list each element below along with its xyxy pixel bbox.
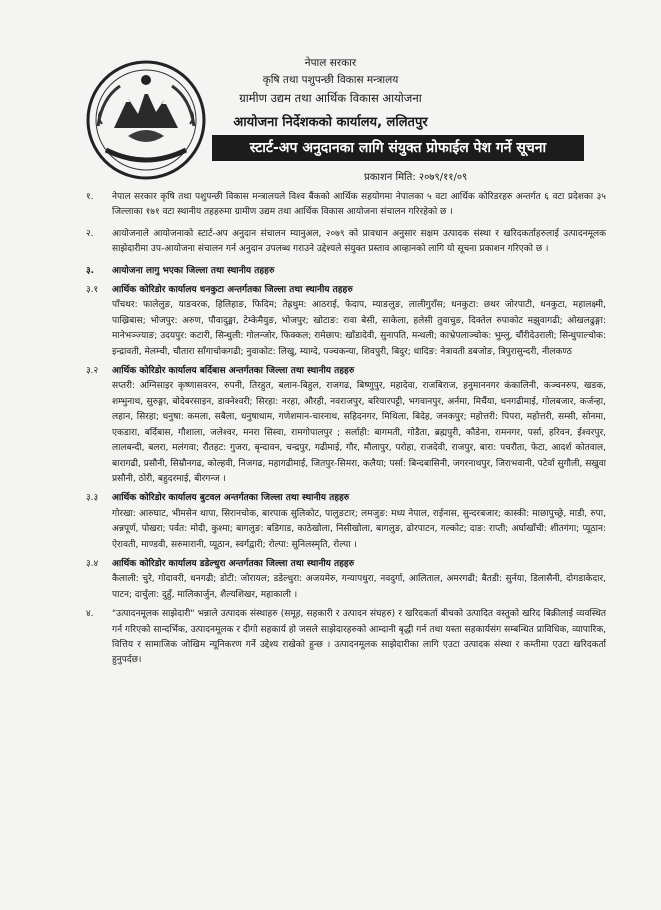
subsection-3-1 [86, 283, 606, 360]
paragraph-number: २. [86, 228, 94, 239]
subsection-3-2 [86, 364, 606, 487]
paragraph-number: ३. [86, 265, 95, 276]
paragraph-text: आयोजनाले आयोजनाको स्टार्ट-अप अनुदान संचालन म्यानुअल, २०७९ को प्रावधान अनुसार सक्षम उत्पादक संस्था र खरिदकर्ताहरुलाई उत्पादनमूलक साझेदारीमा उप-आयोजना संचालन गर्न अनुदान उपलब्ध गराउने उद्देश्यले संयुक्त प्रस्ताव आव्हानको लागि यो सूचना प्रकाशन गरिएको छ । [112, 228, 606, 255]
section-3-heading [86, 264, 606, 279]
subsection-3-3 [86, 491, 606, 553]
subsection-number: ३.२ [86, 366, 99, 377]
subsection-title: आर्थिक कोरिडोर कार्यालय धनकुटा अन्तर्गतका जिल्ला तथा स्थानीय तहहरु [112, 285, 353, 296]
paragraph-text: "उत्पादनमूलक साझेदारी" भन्नाले उत्पादक संस्थाहरु (समूह, सहकारी र उत्पादन संघहरु) र खरिदकर्ता बीचको उत्पादित वस्तुको खरिद बिक्रीलाई व्यवस्थित गर्न गरिएको सान्दर्भिक, उत्पादनमूलक र दीगो सहकार्य हो जसले साझेदारहरुको आम्दानी बृद्धी गर्न तथा यस्ता सहकार्यसंग सम्बन्धित प्राविधिक, व्यापारिक, वित्तिय र सामाजिक जोखिम न्यूनिकरण गर्ने उद्देश्य राखेको हुन्छ । उत्पादनमूलक साझेदारीका लागि एउटा उत्पादक संस्था र कम्तीमा एउटा खरिदकर्ता हुनुपर्दछ। [112, 609, 606, 666]
paragraph-1 [86, 190, 606, 221]
subsection-number: ३.४ [86, 558, 99, 569]
header-line-government: नेपाल सरकार [304, 57, 357, 69]
paragraph-text: नेपाल सरकार कृषि तथा पशुपन्छी विकास मन्त्रालयले विश्व बैंकको आर्थिक सहयोगमा नेपालका ५ वटा आर्थिक कोरिडरहरु अन्तर्गत ६ वटा प्रदेशका ३५ जिल्लाका १७१ वटा स्थानीय तहहरुमा ग्रामीण उद्यम तथा आर्थिक विकास आयोजना संचालन गरिरहेको छ । [112, 192, 606, 218]
paragraph-2 [86, 227, 606, 258]
header-line-office: आयोजना निर्देशकको कार्यालय, ललितपुर [233, 115, 428, 130]
subsection-number: ३.३ [86, 493, 99, 504]
subsection-3-4 [86, 557, 606, 603]
header-line-ministry: कृषि तथा पशुपन्छी विकास मन्त्रालय [262, 74, 399, 86]
section-heading-text: आयोजना लागु भएका जिल्ला तथा स्थानीय तहहरु [112, 265, 275, 276]
subsection-body: सप्तरी: अग्निसाइर कृष्णासवरन, रुपनी, तिरहुत, बलान-बिहुल, राजगढ, बिष्णुपुर, महादेवा, राजबिराज, हनुमाननगर कंकालिनी, कञ्चनरुप, खडक, शम्भुनाथ, सुरुङ्गा, बोदेबरसाइन, डाक्नेश्वरी; सिरहा: नरहा, औरही, नवराजपुर, बरियारपट्टी, भगवानपुर, अर्नमा, मिर्चैया, धनगढीमाई, गोलबजार, कर्जन्हा, लहान, सिरहा; धनुषा: कमला, सबैला, धनुषाधाम, गणेशमान-चारनाथ, सहिदनगर, मिथिला, बिदेह, जनकपुर; महोत्तरी: पिपरा, महोत्तरी, सम्सी, सोनमा, एकडारा, बर्दिबास, गौशाला, जलेश्वर, मनरा सिस्वा, रामगोपालपुर ; सर्लाही: बागमती, गोडैता, ब्रह्मपुरी, कौडेना, रामनगर, पर्सा, हरिवन, ईश्वरपुर, लालबन्दी, बलरा, मलंगवा; रौतहट: गुजरा, बृन्दावन, चन्द्रपुर, गढीमाई, गौर, मौलापुर, परोहा, राजदेवी, राजपुर, बारा: पचरौता, फेटा, आदर्श कोतवाल, बारागढी, प्रसौनी, सिम्रौनगढ, कोल्हवी, निजगढ, महागढीमाई, जितपुर-सिमरा, कलैया; पर्सा: बिन्दबासिनी, जगरनाथपुर, जिराभवानी, पटेर्वा सुगौली, सखुवा प्रसौनी, ठोरी, बहुदरमाई, बीरगन्ज । [112, 381, 606, 484]
paragraph-4 [86, 607, 606, 669]
paragraph-number: १. [86, 192, 94, 202]
subsection-title: आर्थिक कोरिडोर कार्यालय बुटवल अन्तर्गतका जिल्ला तथा स्थानीय तहहरु [112, 493, 350, 504]
subsection-body: गोरखा: आरुघाट, भीमसेन थापा, सिरानचोक, बारपाक सुलिकोट, पालुङटार; लमजुङ: मध्य नेपाल, राईनास, सुन्दरबजार; कास्की: माछापुच्छ्रे, माडी, रुपा, अन्नपूर्ण, पोखरा; पर्वत: मोदी, कुश्मा; बागलुङ: बडिगाड, काठेखोला, निसीखोला, बागलुङ, ढोरपाटन, गल्कोट; दाङ: राप्ती; अर्घाखाँची: शीतगंगा; प्यूठान: ऐरावती, माण्डवी, सरुमारानी, प्यूठान, स्वर्गद्वारी; रोल्पा: सुनिलस्मृति, रोल्पा । [112, 508, 606, 550]
notice-title-banner: स्टार्ट-अप अनुदानका लागि संयुक्त प्रोफाईल पेश गर्ने सूचना [212, 135, 584, 161]
subsection-number: ३.१ [86, 285, 99, 296]
paragraph-number: ४. [86, 609, 94, 620]
published-date: प्रकाशन मिति: २०७९/११/०९ [364, 172, 468, 183]
subsection-title: आर्थिक कोरिडोर कार्यालय डडेल्धुरा अन्तर्गतका जिल्ला तथा स्थानीय तहहरु [112, 558, 355, 569]
notice-body [86, 190, 606, 675]
subsection-body: पाँचथर: फालेलुङ, याङवरक, हिलिहाङ, फिदिम; तेह्रथुम: आठराई, फेदाप, म्याङलुङ, लालीगुराँस; धनकुटा: छथर जोरपाटी, धनकुटा, महालक्ष्मी, पाख्रिबास; भोजपुर: अरुण, पौवादुङ्मा, टेम्केमैयुङ, भोजपुर; खोटाङ: रावा बेसी, साकेला, हलेसी तुवाचुङ, दिक्तेल रुपाकोट मझुवागढी; ओखलढुङ्गा: मानेभञ्ज्याङ; उदयपुर: कटारी, सिन्धुली: गोलन्जोर, फिक्कल; रामेछाप: खाँडादेवी, सुनापति, मन्थली; काभ्रेपलाञ्चोक: भुम्लु, चौंरीदेउराली; सिन्धुपाल्चोक: इन्द्रावती, मेलम्ची, चौतारा साँगाचोकगढी; नुवाकोट: लिखु, म्याग्दे, पञ्चकन्या, शिवपुरी, बिदुर; धादिङ: नेत्रावती डबजोङ, त्रिपुरासुन्दरी, नीलकण्ठ [112, 300, 606, 357]
subsection-title: आर्थिक कोरिडोर कार्यालय बर्दिबास अन्तर्गतका जिल्ला तथा स्थानीय तहहरु [112, 366, 355, 377]
subsection-body: कैलाली: चुरे, गोदावरी, धनगढी; डोटी: जोरायल; डडेल्धुरा: अजयमेरु, गन्यापधुरा, नवदुर्गा, आलिताल, अमरगढी; बैतडी: सुर्नया, डिलासैनी, दोगडाकेदार, पाटन; दार्चुला: दुहुँ, मालिकार्जुन, शैल्यशिखर, महाकाली । [112, 574, 606, 600]
header-line-project: ग्रामीण उद्यम तथा आर्थिक विकास आयोजना [239, 91, 422, 105]
